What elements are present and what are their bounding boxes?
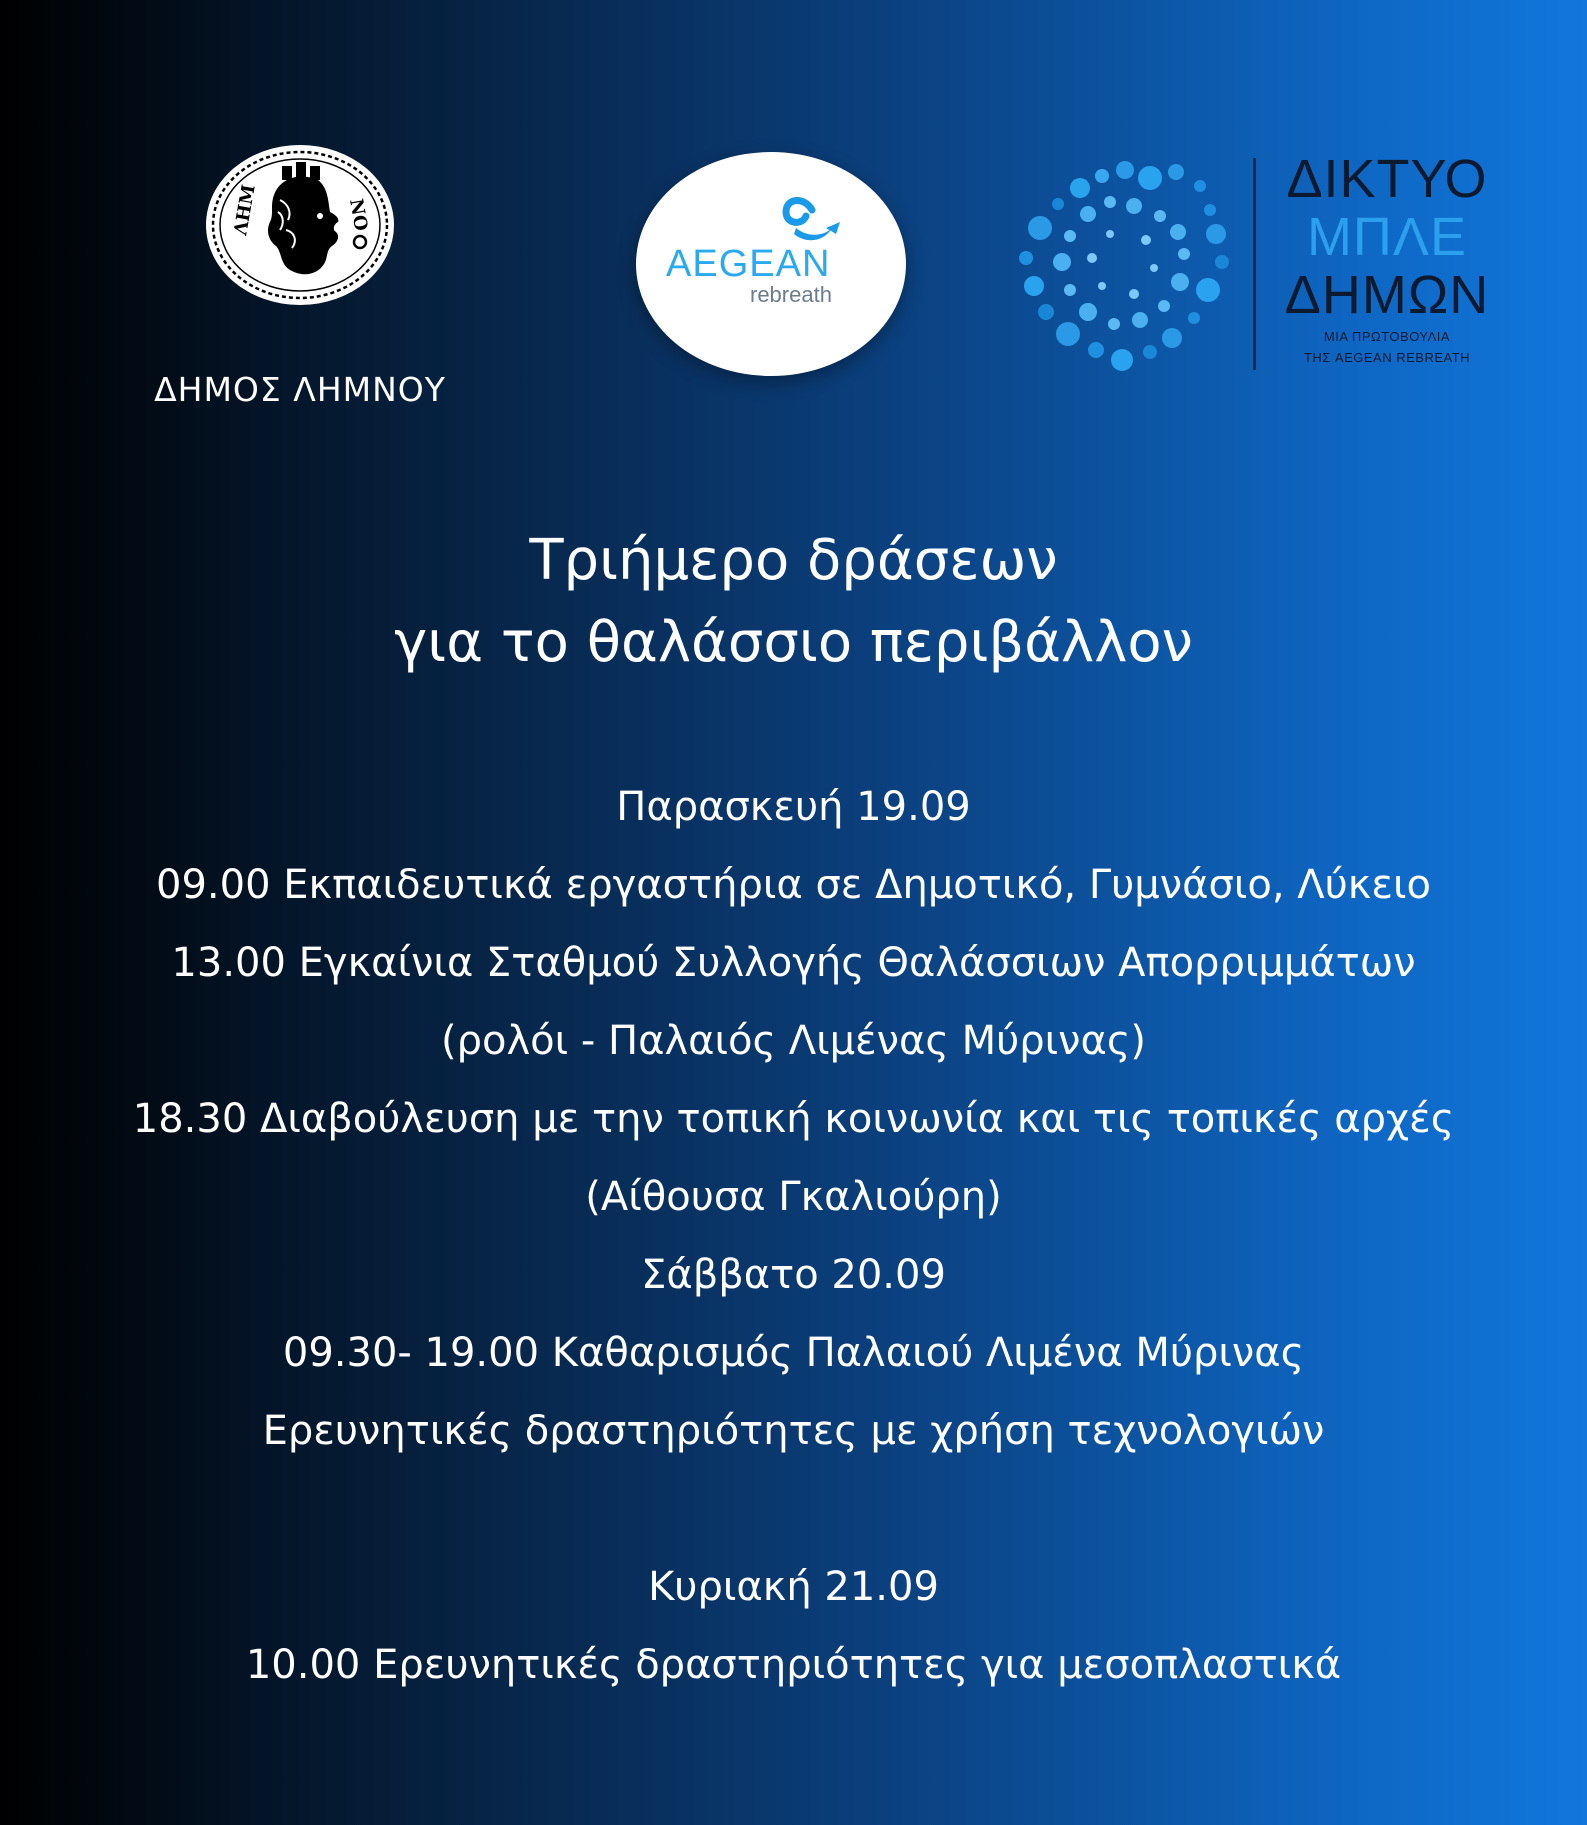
schedule-item-location: (ρολόι - Παλαιός Λιμένας Μύρινας) — [441, 1018, 1146, 1064]
title-line-2: για το θαλάσσιο περιβάλλον — [394, 610, 1193, 675]
svg-text:ΝΟ: ΝΟ — [345, 197, 372, 233]
municipality-label: ΔΗΜΟΣ ΛΗΜΝΟΥ — [154, 370, 446, 409]
schedule-item: 13.00 Εγκαίνια Σταθμού Συλλογής Θαλάσσιων Απορριμμάτων — [171, 940, 1416, 986]
day-heading-friday: Παρασκευή 19.09 — [616, 784, 971, 830]
schedule-item: 18.30 Διαβούλευση με την τοπική κοινωνία και τις τοπικές αρχές — [132, 1096, 1455, 1142]
poster-title — [0, 520, 1587, 684]
svg-text:ΛΗΜ: ΛΗΜ — [230, 183, 260, 237]
day-heading-sunday: Κυριακή 21.09 — [648, 1564, 939, 1610]
aegean-subtext: rebreath — [750, 282, 832, 307]
event-schedule — [0, 768, 1587, 1704]
network-sub-2: ΤΗΣ AEGEAN REBREATH — [1303, 350, 1471, 365]
network-wordmark — [1262, 150, 1512, 366]
network-sub-1: ΜΙΑ ΠΡΩΤΟΒΟΥΛΙΑ — [1323, 329, 1451, 344]
network-logo-divider — [1253, 158, 1256, 370]
network-line-2: ΜΠΛΕ — [1306, 207, 1468, 267]
schedule-spacer — [0, 1470, 1587, 1548]
municipality-coin-logo — [200, 140, 400, 310]
logo-row — [0, 0, 1587, 440]
schedule-item: 09.30- 19.00 Καθαρισμός Παλαιού Λιμένα Μύρινας — [282, 1330, 1305, 1376]
schedule-item-location: (Αίθουσα Γκαλιούρη) — [585, 1174, 1002, 1220]
network-line-3: ΔΗΜΩΝ — [1284, 265, 1490, 325]
aegean-rebreath-logo — [636, 152, 906, 376]
schedule-item: 10.00 Ερευνητικές δραστηριότητες για μεσοπλαστικά — [245, 1642, 1342, 1688]
title-line-1: Τριήμερο δράσεων — [529, 528, 1058, 593]
network-line-1: ΔΙΚΤΥΟ — [1286, 149, 1488, 209]
schedule-item: Ερευνητικές δραστηριότητες με χρήση τεχνολογιών — [262, 1408, 1325, 1454]
day-heading-saturday: Σάββατο 20.09 — [641, 1252, 946, 1298]
schedule-item: 09.00 Εκπαιδευτικά εργαστήρια σε Δημοτικό, Γυμνάσιο, Λύκειο — [156, 862, 1431, 908]
aegean-wordmark: AEGEAN — [666, 243, 831, 285]
network-dots-icon — [1010, 150, 1240, 380]
